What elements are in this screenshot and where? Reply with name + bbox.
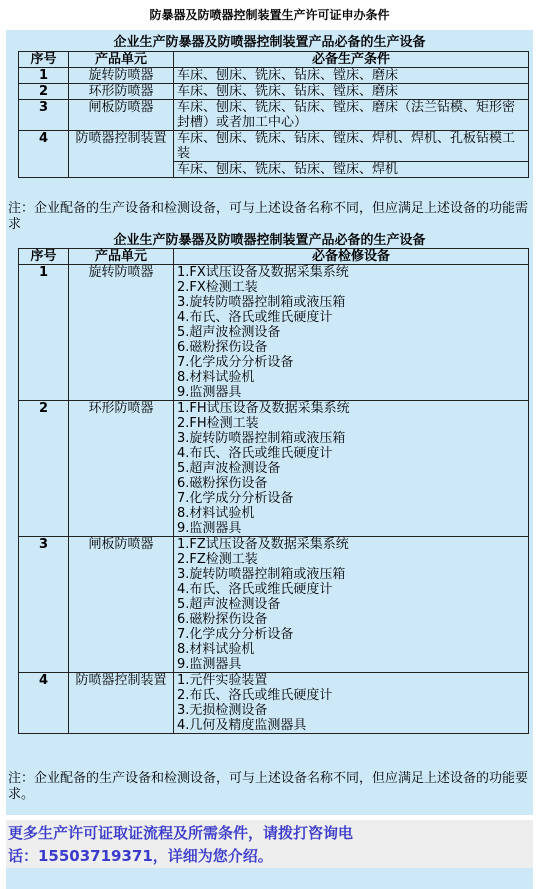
row-req: 车床、刨床、铣床、钻床、镗床、磨床 <box>174 84 529 100</box>
list-item: 7.化学成分分析设备 <box>177 627 294 642</box>
list-item: 3.无损检测设备 <box>177 703 268 718</box>
row-req: 车床、刨床、铣床、钻床、镗床、焊机、焊机、孔板钻模工装 <box>174 131 529 162</box>
table1-title: 企业生产防暴器及防喷器控制装置产品必备的生产设备 <box>113 35 426 50</box>
col-header-unit: 产品单元 <box>69 249 174 265</box>
row-num: 4 <box>19 673 69 734</box>
row-unit: 环形防喷器 <box>69 401 174 537</box>
row-num: 3 <box>19 537 69 673</box>
table-header-row <box>19 52 529 68</box>
row-num: 4 <box>19 131 69 178</box>
list-item: 5.超声波检测设备 <box>177 597 281 612</box>
table2-title: 企业生产防暴器及防喷器控制装置产品必备的生产设备 <box>113 233 426 248</box>
row-items <box>174 265 529 401</box>
list-item: 2.FH检测工装 <box>177 416 259 431</box>
inspection-equipment-table <box>18 248 529 734</box>
list-item: 4.布氏、洛氏或维氏硬度计 <box>177 446 333 461</box>
row-num: 1 <box>19 265 69 401</box>
list-item: 7.化学成分分析设备 <box>177 355 294 370</box>
list-item: 8.材料试验机 <box>177 642 255 657</box>
content-panel <box>6 30 533 815</box>
row-req-secondary: 车床、刨床、铣床、钻床、镗床、焊机 <box>174 162 529 178</box>
list-item: 1.FH试压设备及数据采集系统 <box>177 401 350 416</box>
row-items <box>174 537 529 673</box>
list-item: 3.旋转防喷器控制箱或液压箱 <box>177 431 346 446</box>
list-item: 7.化学成分分析设备 <box>177 491 294 506</box>
list-item: 4.布氏、洛氏或维氏硬度计 <box>177 310 333 325</box>
list-item: 1.元件实验装置 <box>177 673 268 688</box>
list-item: 6.磁粉探伤设备 <box>177 476 268 491</box>
contact-box <box>6 820 533 868</box>
row-unit: 环形防喷器 <box>69 84 174 100</box>
bottom-strip <box>6 868 533 889</box>
row-unit: 旋转防喷器 <box>69 68 174 84</box>
col-header-req: 必备生产条件 <box>174 52 529 68</box>
page-title: 防暴器及防喷器控制装置生产许可证申办条件 <box>0 0 539 30</box>
row-req: 车床、刨床、铣床、钻床、镗床、磨床 <box>174 68 529 84</box>
col-header-items: 必备检修设备 <box>174 249 529 265</box>
table-header-row <box>19 249 529 265</box>
contact-line-2: 话：15503719371，详细为您介绍。 <box>8 847 273 865</box>
row-num: 3 <box>19 100 69 131</box>
list-item: 1.FZ试压设备及数据采集系统 <box>177 537 349 552</box>
table-row <box>19 265 529 401</box>
table1-note: 注：企业配备的生产设备和检测设备，可与上述设备名称不同，但应满足上述设备的功能需求 <box>8 201 529 232</box>
table2-note: 注：企业配备的生产设备和检测设备，可与上述设备名称不同，但应满足上述设备的功能要求。 <box>8 771 529 802</box>
row-unit: 旋转防喷器 <box>69 265 174 401</box>
table-row <box>19 673 529 734</box>
row-unit: 防喷器控制装置 <box>69 673 174 734</box>
list-item: 2.布氏、洛氏或维氏硬度计 <box>177 688 333 703</box>
list-item: 8.材料试验机 <box>177 506 255 521</box>
table-row <box>19 131 529 162</box>
list-item: 9.监测器具 <box>177 657 242 672</box>
row-unit: 闸板防喷器 <box>69 100 174 131</box>
table-row <box>19 100 529 131</box>
list-item: 9.监测器具 <box>177 521 242 536</box>
list-item: 4.几何及精度监测器具 <box>177 718 307 733</box>
table-row <box>19 401 529 537</box>
row-items <box>174 401 529 537</box>
list-item: 1.FX试压设备及数据采集系统 <box>177 265 349 280</box>
table-row <box>19 537 529 673</box>
list-item: 5.超声波检测设备 <box>177 325 281 340</box>
list-item: 6.磁粉探伤设备 <box>177 340 268 355</box>
row-num: 1 <box>19 68 69 84</box>
list-item: 4.布氏、洛氏或维氏硬度计 <box>177 582 333 597</box>
list-item: 2.FZ检测工装 <box>177 552 258 567</box>
list-item: 8.材料试验机 <box>177 370 255 385</box>
row-num: 2 <box>19 401 69 537</box>
table-row <box>19 84 529 100</box>
production-equipment-table <box>18 51 529 178</box>
row-req: 车床、刨床、铣床、钻床、镗床、磨床（法兰钻模、矩形密封槽）或者加工中心） <box>174 100 529 131</box>
contact-text <box>8 822 408 868</box>
contact-line-1: 更多生产许可证取证流程及所需条件，请拨打咨询电 <box>8 824 354 842</box>
col-header-num: 序号 <box>19 249 69 265</box>
list-item: 2.FX检测工装 <box>177 280 258 295</box>
row-num: 2 <box>19 84 69 100</box>
col-header-num: 序号 <box>19 52 69 68</box>
row-unit: 防喷器控制装置 <box>69 131 174 178</box>
list-item: 3.旋转防喷器控制箱或液压箱 <box>177 295 346 310</box>
list-item: 3.旋转防喷器控制箱或液压箱 <box>177 567 346 582</box>
row-items <box>174 673 529 734</box>
table-row <box>19 68 529 84</box>
row-unit: 闸板防喷器 <box>69 537 174 673</box>
list-item: 6.磁粉探伤设备 <box>177 612 268 627</box>
list-item: 9.监测器具 <box>177 385 242 400</box>
col-header-unit: 产品单元 <box>69 52 174 68</box>
list-item: 5.超声波检测设备 <box>177 461 281 476</box>
